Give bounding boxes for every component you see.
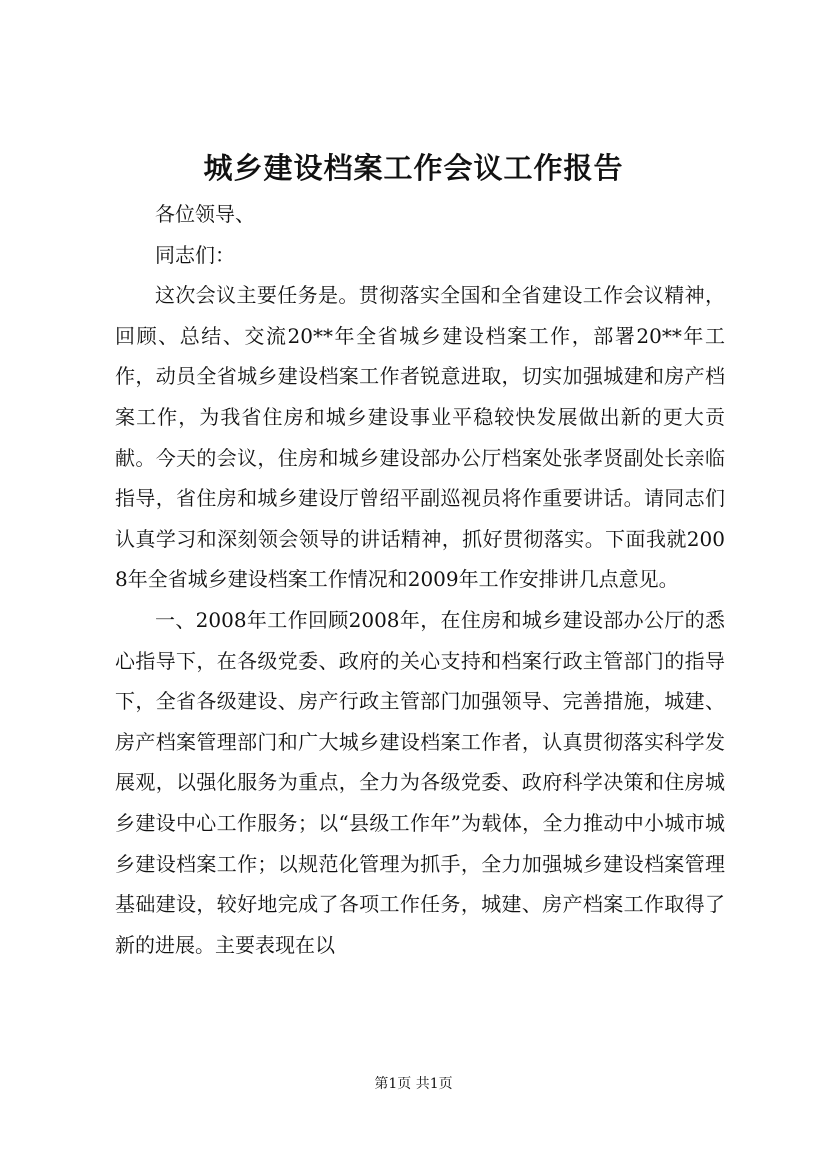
document-body — [115, 194, 725, 965]
salutation-comrades: 同志们： — [155, 242, 235, 267]
page-number: 第1页 共1页 — [374, 1076, 453, 1092]
paragraph-review: 一、2008年工作回顾2008年，在住房和城乡建设部办公厅的悉心指导下，在各级党委、政府的关心支持和档案行政主管部门的指导下，全省各级建设、房产行政主管部门加强领导、完善措施，城建、房产档案管理部门和广大城乡建设档案工作者，认真贯彻落实科学发展观，以强化服务为重点，全力为各级党委、政府科学决策和住房城乡建设中心工作服务；以“县级工作年”为载体，全力推动中小城市城乡建设档案工作；以规范化管理为抓手，全力加强城乡建设档案管理基础建设，较好地完成了各项工作任务，城建、房产档案工作取得了新的进展。主要表现在以 — [115, 607, 725, 957]
salutation-leaders: 各位领导、 — [155, 202, 255, 226]
paragraph-intro: 这次会议主要任务是。贯彻落实全国和全省建设工作会议精神，回顾、总结、交流20**年全省城乡建设档案工作，部署20**年工作，动员全省城乡建设档案工作者锐意进取，切实加强城建和房产档案工作，为我省住房和城乡建设事业平稳较快发展做出新的更大贡献。今天的会议，住房和城乡建设部办公厅档案处张孝贤副处长亲临指导，省住房和城乡建设厅曾绍平副巡视员将作重要讲话。请同志们认真学习和深刻领会领导的讲话精神，抓好贯彻落实。下面我就2008年全省城乡建设档案工作情况和2009年工作安排讲几点意见。 — [115, 283, 725, 592]
document-title: 城乡建设档案工作会议工作报告 — [203, 151, 624, 185]
